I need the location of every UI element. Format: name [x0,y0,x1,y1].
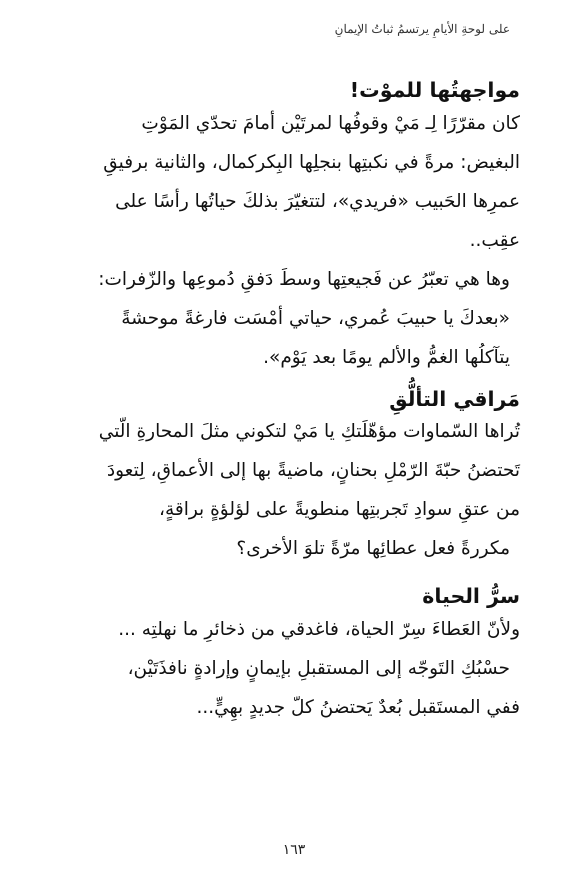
text-line: ففي المستَقبل بُعدٌ يَحتضنُ كلّ جديدٍ بهِيٍّ... [196,696,520,718]
section-heading-secret-of-life: سرُّ الحياة [422,584,520,609]
running-header: على لوحةِ الأيامِ يرتسمُ ثباتُ الإيمانِ [334,22,510,36]
text-line: عمرِها الحَبيب «فريدي»، لتتغيّرَ بذلكَ حياتُها رأسًا على [115,190,520,212]
text-line: من عتقِ سوادِ تَجربتِها منطويةً على لؤلؤةٍ براقةٍ، [158,499,520,521]
paragraph-facing-death [68,104,520,260]
text-line: تَحتضنُ حبّةَ الرّمْلِ بحنانٍ، ماضيةً بها إلى الأعماقِ، لِتعودَ [106,460,520,482]
text-line: «بعدكَ يا حبيبَ عُمري، حياتي أمْسَت فارغةً موحشةً [121,307,510,329]
paragraph-secret-of-life [68,610,520,727]
paragraph-ascent [68,412,520,568]
section-heading-ascent: مَراقي التألُّقِ [389,386,520,411]
paragraph-grief [68,260,520,377]
section-heading-facing-death: مواجهتُها للموْت! [349,78,520,102]
text-line: البغيض: مرةً في نكبتِها بنجلِها البِكركمال، والثانية برفيقِ [103,151,520,173]
text-line: حسْبُكِ التَوجّه إلى المستقبلِ بإيمانٍ وإرادةٍ نافذَتَيْن، [127,657,510,679]
page-body [68,78,520,727]
text-line: كان مقرّرًا لِـ مَيْ وقوفُها لمرتَيْن أمامَ تحدّي المَوْتِ [141,112,520,134]
page-number: ١٦٣ [282,842,306,858]
text-line: تُراها السّماوات مؤهّلَتكِ يا مَيْ لتكوني مثلَ المحارةِ الّتي [98,421,520,443]
text-line: مكررةً فعل عطائِها مرّةً تلوَ الأخرى؟ [236,538,510,560]
text-line: يتآكلُها الغمُّ والألم يومًا بعد يَوْم». [263,346,510,368]
text-line: عقِب.. [469,229,520,251]
text-line: ولأنّ العَطاءَ سِرّ الحياة، فاغدقي من ذخائرِ ما نهلتِه ... [118,618,520,640]
text-line: وها هي تعبّرُ عن فَجيعتِها وسطَ دَفقِ دُموعِها والزّفرات: [98,268,510,290]
